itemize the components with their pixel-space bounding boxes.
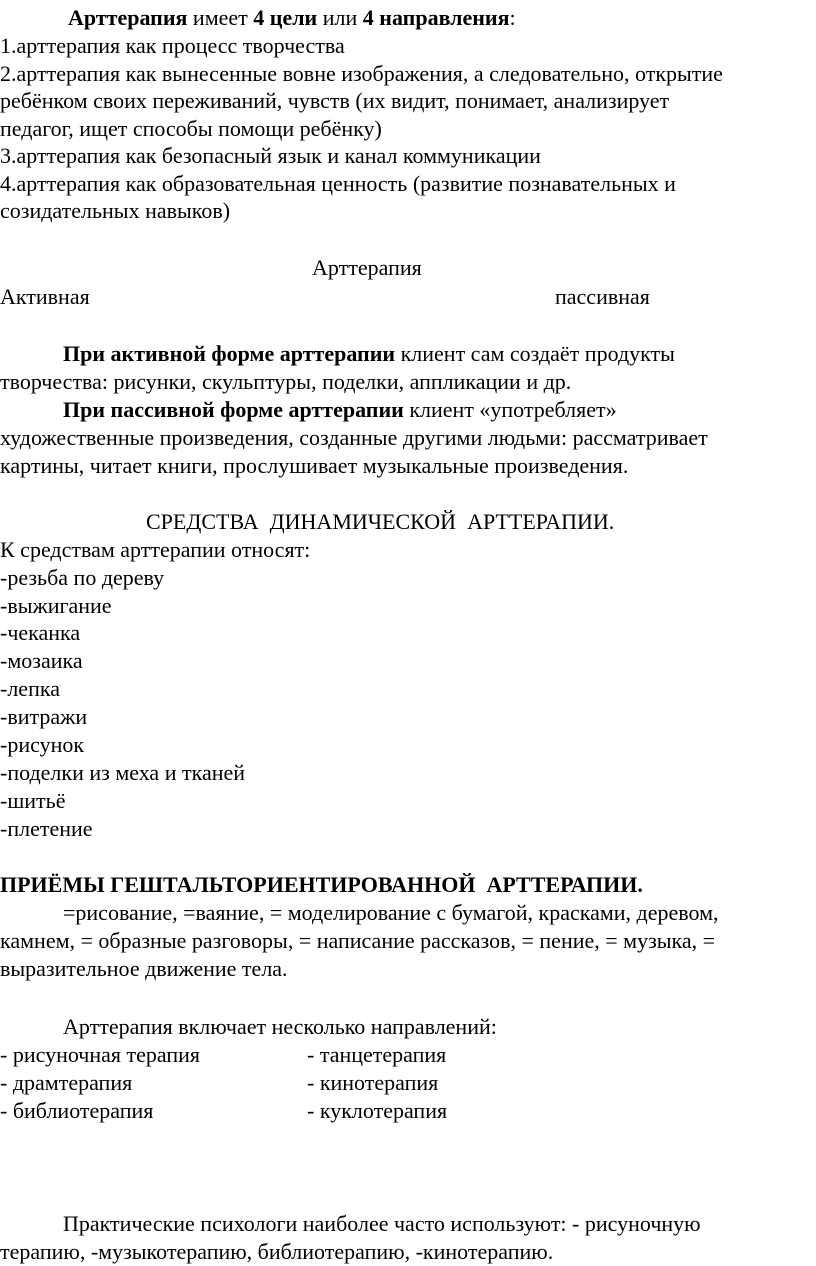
means-item: -выжигание	[0, 593, 112, 618]
gestalt-line-3: выразительное движение тела.	[0, 956, 288, 981]
passive-form-line-2: художественные произведения, созданные другими людьми: рассматривает	[0, 425, 708, 450]
goal-line-5: 3.арттерапия как безопасный язык и канал коммуникации	[0, 143, 541, 168]
direction-left-item: - драмтерапия	[0, 1070, 133, 1095]
intro-text-1: имеет	[187, 5, 254, 30]
goal-line-6: 4.арттерапия как образовательная ценность (развитие познавательных и	[0, 171, 676, 196]
intro-bold-art-therapy: Арттерапия	[68, 5, 188, 30]
direction-left-item: - библиотерапия	[0, 1098, 154, 1123]
scheme-right-label: пассивная	[555, 284, 650, 309]
means-item: -рисунок	[0, 732, 85, 757]
means-heading: СРЕДСТВА ДИНАМИЧЕСКОЙ АРТТЕРАПИИ.	[146, 509, 615, 534]
means-item: -шитьё	[0, 788, 66, 813]
scheme-center-label: Арттерапия	[312, 255, 422, 280]
intro-text-3: :	[509, 5, 516, 30]
passive-form-line-3: картины, читает книги, прослушивает музыкальные произведения.	[0, 453, 629, 478]
means-lead: К средствам арттерапии относят:	[0, 537, 311, 562]
passive-form-rest: клиент «употребляет»	[403, 397, 617, 422]
active-form-bold: При активной форме арттерапии	[63, 341, 396, 366]
gestalt-heading: ПРИЁМЫ ГЕШТАЛЬТОРИЕНТИРОВАННОЙ АРТТЕРАПИИ.	[0, 872, 643, 897]
goal-line-1: 1.арттерапия как процесс творчества	[0, 33, 345, 58]
active-form-line-2: творчества: рисунки, скульптуры, поделки, аппликации и др.	[0, 369, 572, 394]
direction-left-item: - рисуночная терапия	[0, 1042, 201, 1067]
means-item: -витражи	[0, 704, 88, 729]
means-item: -лепка	[0, 676, 60, 701]
goal-line-7: созидательных навыков)	[0, 198, 231, 223]
means-item: -чеканка	[0, 620, 81, 645]
scheme-left-label: Активная	[0, 284, 90, 309]
directions-lead: Арттерапия включает несколько направлений:	[63, 1014, 497, 1039]
direction-right-item: - кинотерапия	[307, 1070, 439, 1095]
goal-line-3: ребёнком своих переживаний, чувств (их видит, понимает, анализирует	[0, 88, 670, 113]
practice-line-1: Практические психологи наиболее часто используют: - рисуночную	[63, 1211, 701, 1236]
active-form-rest: клиент сам создаёт продукты	[395, 341, 675, 366]
means-item: -мозаика	[0, 648, 83, 673]
intro-line	[68, 4, 516, 32]
intro-text-2: или	[317, 5, 363, 30]
goal-line-2: 2.арттерапия как вынесенные вовне изображения, а следовательно, открытие	[0, 61, 723, 86]
direction-right-item: - танцетерапия	[307, 1042, 447, 1067]
passive-form-line-1	[63, 396, 617, 424]
intro-bold-directions: 4 направления	[362, 5, 510, 30]
means-item: -поделки из меха и тканей	[0, 760, 246, 785]
practice-line-2: терапию, -музыкотерапию, библиотерапию, -кинотерапию.	[0, 1239, 554, 1264]
active-form-line-1	[63, 340, 675, 368]
gestalt-line-2: камнем, = образные разговоры, = написание рассказов, = пение, = музыка, =	[0, 928, 716, 953]
intro-bold-goals: 4 цели	[253, 5, 318, 30]
passive-form-bold: При пассивной форме арттерапии	[63, 397, 404, 422]
goal-line-4: педагог, ищет способы помощи ребёнку)	[0, 116, 382, 141]
means-item: -плетение	[0, 816, 93, 841]
means-item: -резьба по дереву	[0, 565, 165, 590]
gestalt-line-1: =рисование, =ваяние, = моделирование с бумагой, красками, деревом,	[63, 900, 719, 925]
direction-right-item: - куклотерапия	[307, 1098, 448, 1123]
